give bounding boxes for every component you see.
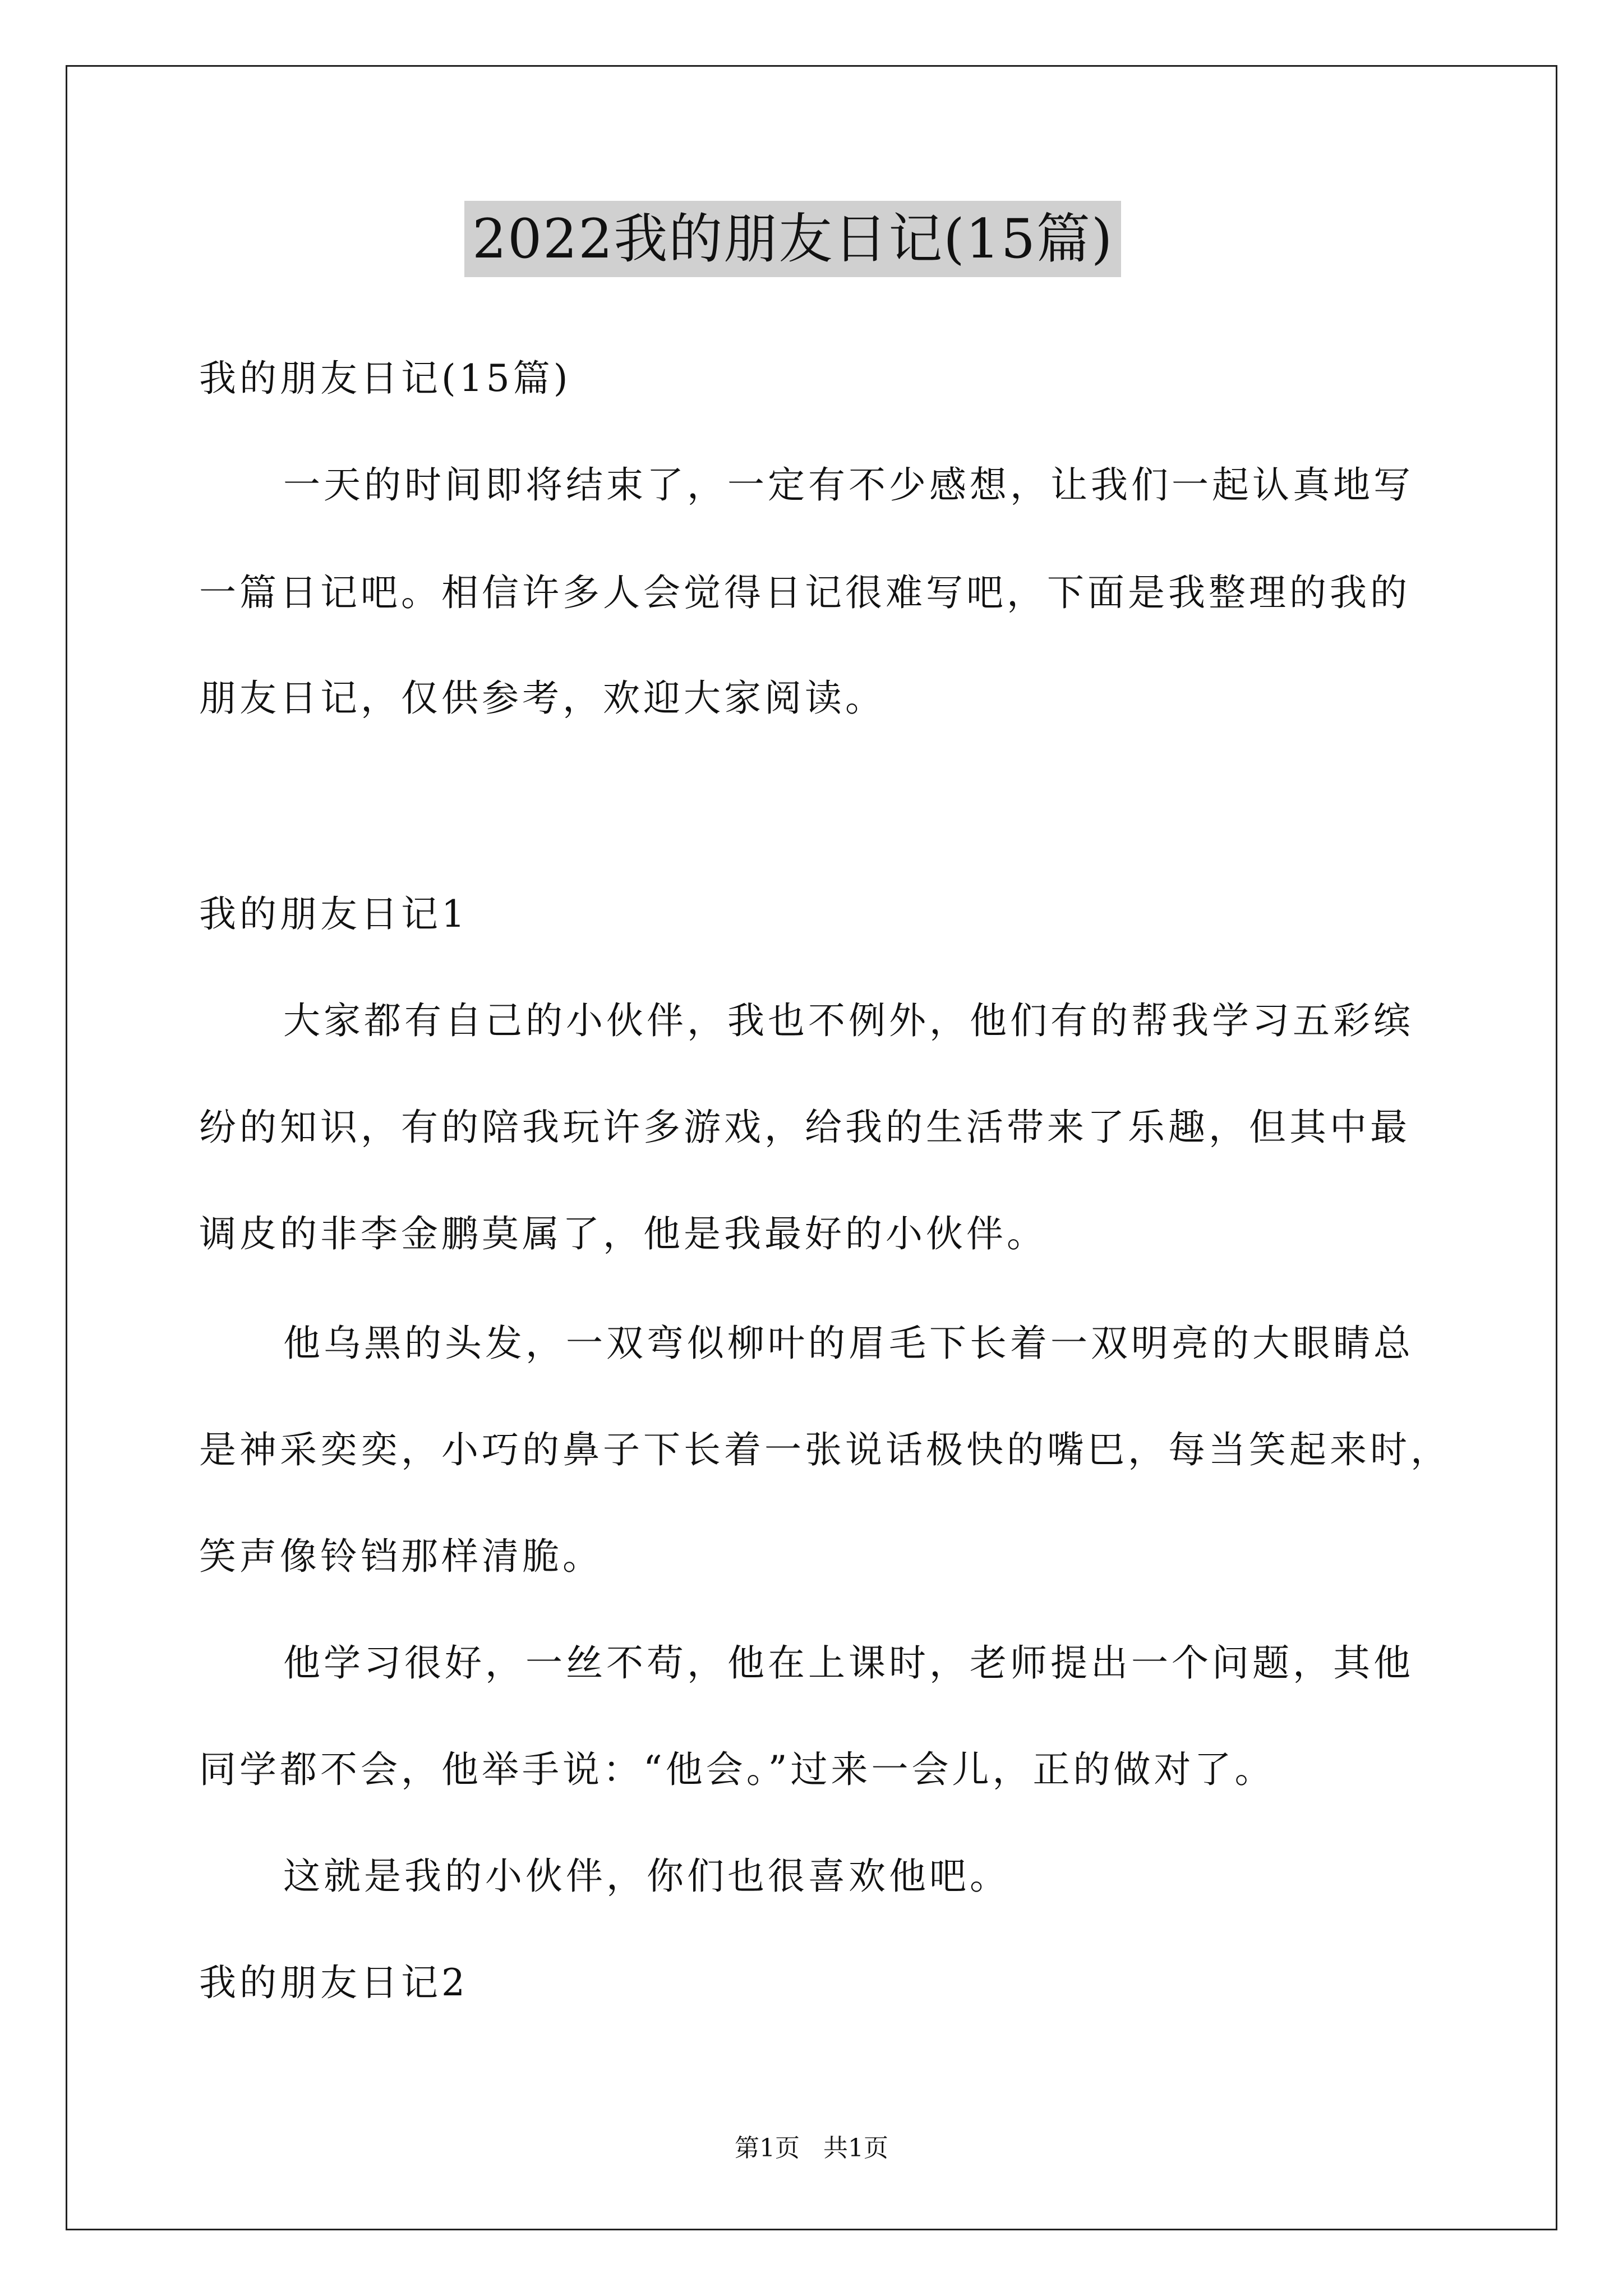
paragraph-line: 是神采奕奕，小巧的鼻子下长着一张说话极快的嘴巴，每当笑起来时， (199, 1428, 1451, 1471)
section-heading-1: 我的朋友日记1 (199, 892, 468, 936)
section-heading-2: 我的朋友日记2 (199, 1961, 468, 2004)
paragraph-line: 调皮的非李金鹏莫属了，他是我最好的小伙伴。 (199, 1212, 1047, 1255)
intro-line: 一篇日记吧。相信许多人会觉得日记很难写吧，下面是我整理的我的 (199, 571, 1410, 614)
paragraph-line: 他乌黑的头发，一双弯似柳叶的眉毛下长着一双明亮的大眼睛总 (283, 1322, 1414, 1365)
paragraph-line: 他学习很好，一丝不苟，他在上课时，老师提出一个问题，其他 (283, 1641, 1414, 1685)
page-footer: 第1页 共1页 (735, 2134, 888, 2162)
paragraph-line: 同学都不会，他举手说：“他会。”过来一会儿，正的做对了。 (199, 1748, 1275, 1791)
paragraph-line: 纷的知识，有的陪我玩许多游戏，给我的生活带来了乐趣，但其中最 (199, 1106, 1410, 1149)
intro-line: 朋友日记，仅供参考，欢迎大家阅读。 (199, 677, 886, 720)
document-subtitle: 我的朋友日记(15篇) (199, 357, 571, 400)
intro-line: 一天的时间即将结束了，一定有不少感想，让我们一起认真地写 (283, 463, 1414, 507)
paragraph-line: 大家都有自己的小伙伴，我也不例外，他们有的帮我学习五彩缤 (283, 999, 1414, 1042)
section1-paragraph-4: 这就是我的小伙伴，你们也很喜欢他吧。 (283, 1855, 1010, 1898)
paragraph-line: 笑声像铃铛那样清脆。 (199, 1535, 603, 1578)
document-title: 2022我的朋友日记(15篇) (464, 201, 1121, 277)
